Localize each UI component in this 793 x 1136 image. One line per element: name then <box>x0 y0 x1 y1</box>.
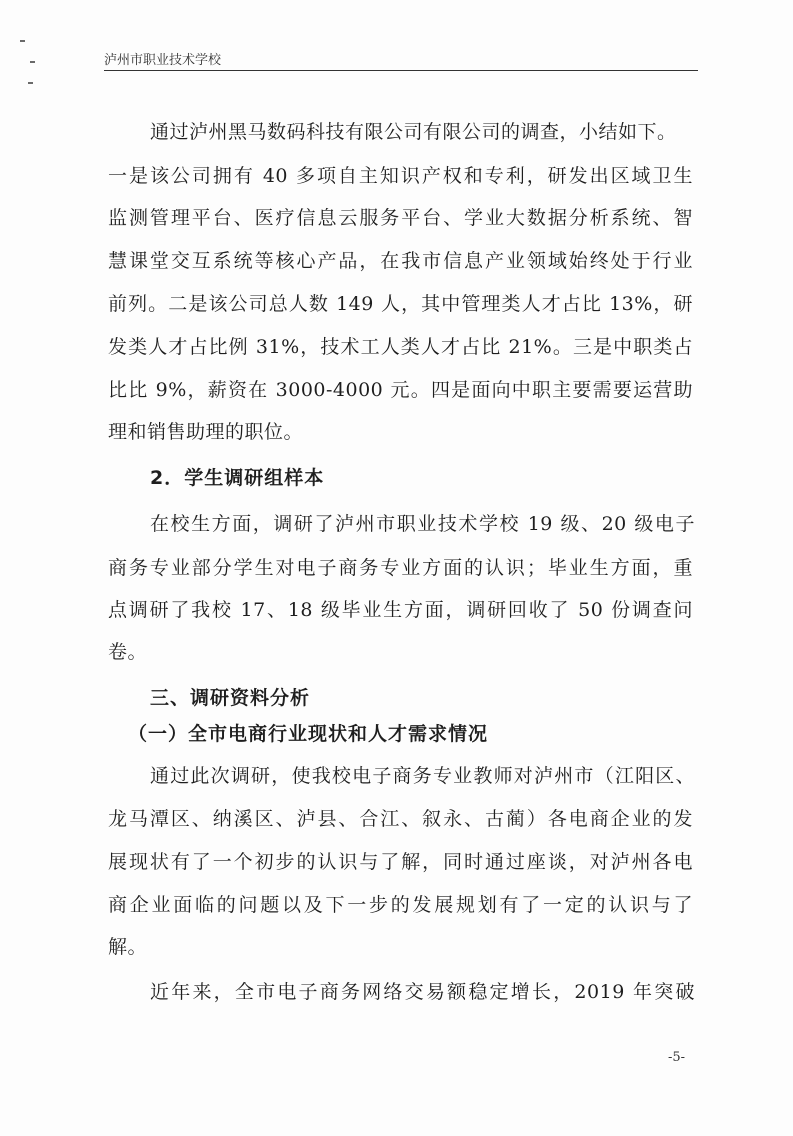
section-heading-student-sample: 2．学生调研组样本 <box>150 467 325 489</box>
subsection-heading-industry-status: （一）全市电商行业现状和人才需求情况 <box>128 723 489 745</box>
body-line: 解。 <box>108 936 148 958</box>
body-line: 近年来，全市电子商务网络交易额稳定增长，2019 年突破 <box>150 981 695 1003</box>
body-line: 点调研了我校 17、18 级毕业生方面，调研回收了 50 份调查问 <box>108 599 693 621</box>
scan-mark <box>20 40 25 42</box>
body-line: 卷。 <box>108 641 148 663</box>
body-line: 发类人才占比例 31%，技术工人类人才占比 21%。三是中职类占 <box>108 336 693 358</box>
body-line: 龙马潭区、纳溪区、泸县、合江、叙永、古蔺）各电商企业的发 <box>108 808 693 830</box>
page-header <box>104 46 698 71</box>
body-line: 在校生方面，调研了泸州市职业技术学校 19 级、20 级电子 <box>150 513 695 535</box>
body-line: 比比 9%，薪资在 3000-4000 元。四是面向中职主要需要运营助 <box>108 379 693 401</box>
scan-mark <box>30 61 35 63</box>
body-line: 商企业面临的问题以及下一步的发展规划有了一定的认识与了 <box>108 894 693 916</box>
page-number: -5- <box>668 1050 686 1065</box>
header-school-name: 泸州市职业技术学校 <box>104 53 222 68</box>
body-line: 慧课堂交互系统等核心产品，在我市信息产业领域始终处于行业 <box>108 250 693 272</box>
body-line: 监测管理平台、医疗信息云服务平台、学业大数据分析系统、智 <box>108 207 693 229</box>
body-line: 商务专业部分学生对电子商务专业方面的认识；毕业生方面，重 <box>108 557 693 579</box>
body-line: 通过泸州黑马数码科技有限公司有限公司的调查，小结如下。 <box>150 121 677 143</box>
body-line: 通过此次调研，使我校电子商务专业教师对泸州市（江阳区、 <box>150 765 695 787</box>
body-line: 展现状有了一个初步的认识与了解，同时通过座谈，对泸州各电 <box>108 851 693 873</box>
body-line: 前列。二是该公司总人数 149 人，其中管理类人才占比 13%，研 <box>108 293 693 315</box>
section-heading-data-analysis: 三、调研资料分析 <box>150 687 311 709</box>
body-line: 理和销售助理的职位。 <box>108 421 304 443</box>
scan-mark <box>28 82 33 84</box>
body-line: 一是该公司拥有 40 多项自主知识产权和专利，研发出区域卫生 <box>108 165 693 187</box>
